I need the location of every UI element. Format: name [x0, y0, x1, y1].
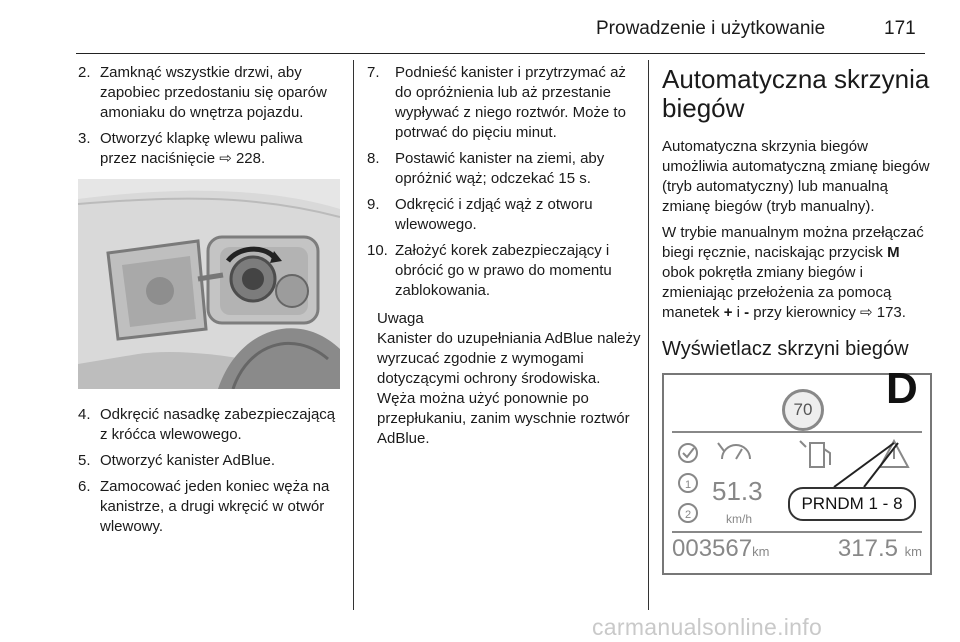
- step-number: 10.: [367, 242, 388, 259]
- gear-selector-strip: PRNDM 1 - 8: [788, 487, 916, 521]
- section-heading: Automatyczna skrzynia biegów: [662, 64, 930, 123]
- step-3: [78, 129, 340, 169]
- step-number: 8.: [367, 150, 380, 167]
- text-span: obok pokrętła zmiany biegów i zmieniając przełożenia za pomocą manetek: [662, 264, 892, 321]
- text-span: przy kierownicy ⇨ 173.: [749, 304, 906, 321]
- step-text: Otworzyć klapkę wlewu paliwa przez naciśnięcie ⇨ 228.: [100, 130, 303, 167]
- current-gear: D: [886, 364, 918, 413]
- step-text: Odkręcić nasadkę zabezpieczającą z króćca wlewowego.: [100, 406, 336, 443]
- clock-1-icon: [679, 474, 697, 492]
- clock-2-icon: [679, 504, 697, 522]
- step-number: 4.: [78, 406, 91, 423]
- step-text: Zamocować jeden koniec węża na kanistrze, a drugi wkręcić w otwór wlewowy.: [100, 478, 330, 535]
- odometer: [672, 535, 770, 562]
- step-number: 9.: [367, 196, 380, 213]
- note-body: Kanister do uzupełniania AdBlue należy wyrzucać zgodnie z wymogami dotyczącymi ochrony środowiska. Węża można użyć ponownie po przepłukaniu, zanim wyschnie roztwór AdBlue.: [377, 330, 641, 447]
- clock-check-icon: [679, 444, 697, 462]
- transmission-display-illustration: [662, 364, 932, 575]
- speed-unit: km/h: [726, 512, 753, 526]
- text-span: W trybie manualnym można przełączać biegi ręcznie, naciskając przycisk: [662, 224, 924, 261]
- paragraph: Automatyczna skrzynia biegów umożliwia automatyczną zmianę biegów (tryb automatyczny) lub manualną zmianę biegów (tryb manualny).: [662, 138, 930, 215]
- step-2: [78, 63, 340, 123]
- speedometer-icon: [718, 443, 750, 459]
- odometer-value: 003567: [672, 535, 753, 562]
- subsection-heading: Wyświetlacz skrzyni biegów: [662, 338, 909, 360]
- step-text: Założyć korek zabezpieczający i obrócić go w prawo do momentu zablokowania.: [395, 242, 612, 299]
- step-number: 3.: [78, 130, 91, 147]
- column-divider-2: [648, 60, 649, 610]
- column-3: [662, 63, 930, 575]
- warning-triangle-icon: [880, 441, 908, 467]
- step-number: 6.: [78, 478, 91, 495]
- step-10: [367, 241, 642, 301]
- step-5: [78, 451, 340, 471]
- fuel-flap-illustration: [78, 179, 340, 389]
- note-title: Uwaga: [377, 310, 424, 327]
- page-number: 171: [884, 18, 916, 39]
- trip-unit: km: [904, 544, 922, 559]
- header-rule: [76, 53, 925, 54]
- step-text: Odkręcić i zdjąć wąż z otworu wlewowego.: [395, 196, 593, 233]
- step-number: 5.: [78, 452, 91, 469]
- trip-meter: [837, 535, 922, 562]
- step-6: [78, 477, 340, 537]
- column-divider-1: [353, 60, 354, 610]
- step-text: Podnieść kanister i przytrzymać aż do opróżnienia lub aż przestanie wypływać z niego roztwór. Może to potrwać do pięciu minut.: [395, 64, 626, 141]
- step-4: [78, 405, 340, 445]
- trip-value: 317.5: [837, 535, 898, 562]
- text-span: i: [732, 304, 745, 321]
- display-divider: [672, 431, 922, 433]
- step-8: [367, 149, 642, 189]
- plus-paddle-label: +: [723, 304, 733, 321]
- odometer-unit: km: [752, 544, 770, 559]
- svg-text:1: 1: [685, 479, 692, 491]
- fuel-flap-drawing: [78, 179, 340, 389]
- step-text: Zamknąć wszystkie drzwi, aby zapobiec przedostaniu się oparów amoniaku do wnętrza pojazdu.: [100, 64, 327, 121]
- paragraph-manual-mode: [662, 223, 930, 323]
- step-text: Otworzyć kanister AdBlue.: [100, 452, 276, 469]
- svg-text:2: 2: [685, 509, 692, 521]
- speed-limit-sign: 70: [782, 389, 824, 431]
- step-9: [367, 195, 642, 235]
- page-header-title: Prowadzenie i użytkowanie: [596, 18, 826, 39]
- column-2: [367, 63, 642, 449]
- step-number: 2.: [78, 64, 91, 81]
- step-text: Postawić kanister na ziemi, aby opróżnić wąż; odczekać 15 s.: [395, 150, 605, 187]
- column-1: [78, 63, 340, 543]
- m-button-label: M: [887, 244, 900, 261]
- speed-readout: 51.3: [712, 476, 763, 506]
- fuel-pump-icon: [800, 441, 830, 467]
- step-number: 7.: [367, 64, 380, 81]
- minus-paddle-label: -: [744, 304, 750, 321]
- step-7: [367, 63, 642, 143]
- fuel-warning-icons: [794, 437, 924, 487]
- watermark: carmanualsonline.info: [592, 614, 823, 640]
